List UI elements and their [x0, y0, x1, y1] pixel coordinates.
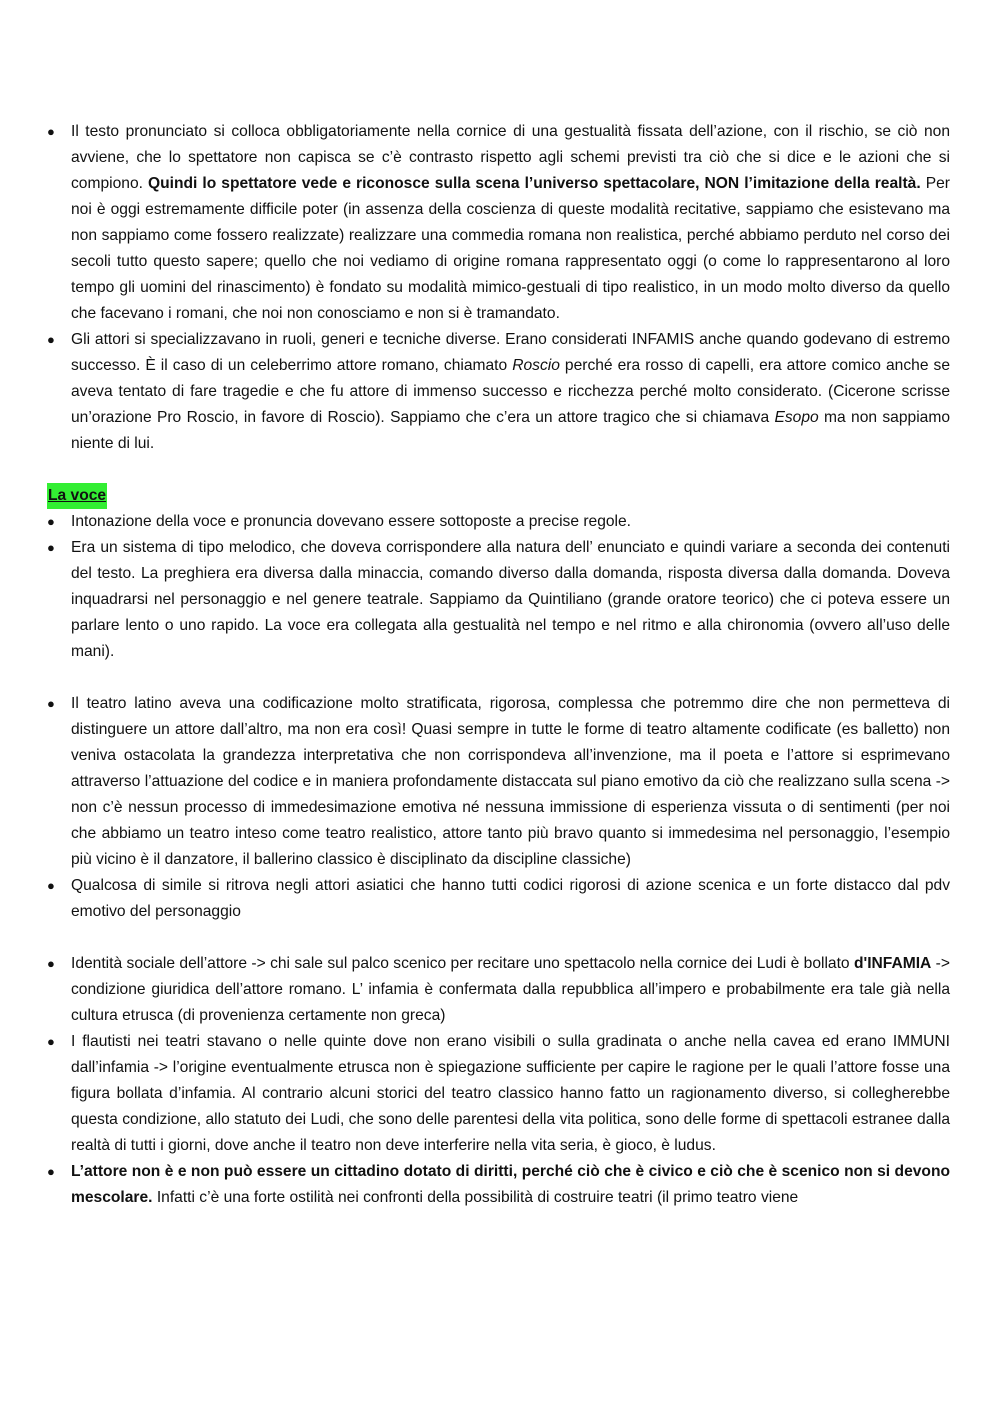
paragraph-text: Infatti c’è una forte ostilità nei confronti della possibilità di costruire teatri (il primo teatro viene: [152, 1189, 799, 1206]
bullet-icon: ●: [47, 878, 55, 893]
list-item: [47, 873, 950, 925]
paragraph-text: Identità sociale dell’attore -> chi sale sul palco scenico per recitare uno spettacolo nella cornice dei Ludi è bollato: [71, 955, 854, 972]
list-item: [47, 535, 950, 665]
document-page: [47, 119, 950, 1211]
list-item: [47, 691, 950, 873]
list-item: [47, 509, 950, 535]
blank-line: [47, 457, 950, 483]
section-heading-row: [47, 483, 950, 509]
paragraph-text: Il teatro latino aveva una codificazione molto stratificata, rigorosa, complessa che potremmo dire che non permetteva di distinguere un attore dall’altro, ma non era così! Quasi sempre in tutte le forme di teatro altamente codificate (es balletto) non veniva ostacolata la grandezza interpretativa che non corrispondeva all’invenzione, ma il poeta e l’attore si esprimevano attraverso l’attuazione del codice e in maniera profondamente distaccata sul piano emotivo da ciò che realizzano sulla scena -> non c’è nessun processo di immedesimazione emotiva né nessuna immissione di esperienza vissuta o di sentimenti (per noi che abbiamo un teatro inteso come teatro realistico, attore tanto più bravo quanto si immedesima nel personaggio, l’esempio più vicino è il danzatore, il ballerino classico è disciplinato da discipline classiche): [71, 695, 950, 868]
bullet-icon: ●: [47, 1164, 55, 1179]
italic-text: Esopo: [774, 409, 819, 426]
bullet-icon: ●: [47, 956, 55, 971]
list-item: [47, 327, 950, 457]
bullet-icon: ●: [47, 514, 55, 529]
bullet-icon: ●: [47, 124, 55, 139]
paragraph-text: Il testo pronunciato si colloca obbligatoriamente nella cornice di una gestualità fissata dell’azione, con il rischio, se ciò non avviene, che lo spettatore non capisca se c’è contrasto rispetto agli schemi previsti tra ciò che si dice e le azioni che si compiono.: [71, 123, 950, 192]
paragraph-text: Gli attori si specializzavano in ruoli, generi e tecniche diverse. Erano considerati INFAMIS anche quando godevano di estremo successo. È il caso di un celeberrimo attore romano, chiamato: [71, 331, 950, 374]
list-item: [47, 119, 950, 327]
paragraph-text: Per noi è oggi estremamente difficile poter (in assenza della coscienza di queste modalità recitative, sappiamo che esistevano ma non sappiamo come fossero realizzate) realizzare una commedia romana non realistica, perché abbiamo perduto nel corso dei secoli tutto questo sapere; quello che noi vediamo di origine romana rappresentato oggi (o come lo rappresentarono al loro tempo gli uomini del rinascimento) è fondato su modalità mimico-gestuali di tipo realistico, in un modo molto diverso da quello che facevano i romani, che noi non conosciamo e non si è tramandato.: [71, 175, 950, 322]
bold-text: d'INFAMIA: [853, 955, 932, 972]
paragraph-text: ma non sappiamo niente di lui.: [71, 409, 951, 452]
list-item: [47, 1029, 950, 1159]
list-item: [47, 951, 950, 1029]
paragraph-text: Intonazione della voce e pronuncia dovevano essere sottoposte a precise regole.: [71, 513, 632, 530]
paragraph-text: Era un sistema di tipo melodico, che doveva corrispondere alla natura dell’ enunciato e quindi variare a seconda dei contenuti del testo. La preghiera era diversa dalla minaccia, comando diverso dalla domanda, risposta diversa dalla domanda. Doveva inquadrarsi nel personaggio e nel genere teatrale. Sappiamo da Quintiliano (grande oratore teorico) che ci poteva essere un parlare lento o uno rapido. La voce era collegata alla gestualità nel tempo e nel ritmo e alla chironomia (ovvero all’uso delle mani).: [71, 539, 950, 660]
paragraph-text: perché era rosso di capelli, era attore comico anche se aveva tentato di fare tragedie e che fu attore di immenso successo e ricchezza perché molto considerato. (Cicerone scrisse un’orazione Pro Roscio, in favore di Roscio). Sappiamo che c’era un attore tragico che si chiamava: [71, 357, 950, 426]
bullet-icon: ●: [47, 1034, 55, 1049]
blank-line: [47, 665, 950, 691]
bullet-icon: ●: [47, 540, 55, 555]
italic-text: Roscio: [512, 357, 560, 374]
blank-line: [47, 925, 950, 951]
list-item: [47, 1159, 950, 1211]
paragraph-text: -> condizione giuridica dell’attore romano. L’ infamia è confermata dalla repubblica all’impero e probabilmente era tale già nella cultura etrusca (di provenienza certamente non greca): [71, 955, 950, 1024]
bullet-icon: ●: [47, 332, 55, 347]
paragraph-text: Qualcosa di simile si ritrova negli attori asiatici che hanno tutti codici rigorosi di azione scenica e un forte distacco dal pdv emotivo del personaggio: [71, 877, 950, 920]
paragraph-text: I flautisti nei teatri stavano o nelle quinte dove non erano visibili o sulla gradinata o anche nella cavea ed erano IMMUNI dall’infamia -> l’origine eventualmente etrusca non è spiegazione sufficiente per capire le ragione per le quali l’attore fosse una figura bollata d’infamia. Al contrario alcuni storici del teatro classico hanno fatto un ragionamento diverso, si collegherebbe questa condizione, allo statuto dei Ludi, che sono delle parentesi della vita politica, sono delle forme di spettacoli estranee dalla realtà di tutti i giorni, dove anche il teatro non deve interferire nella vita seria, è gioco, è ludus.: [71, 1033, 950, 1154]
bullet-icon: ●: [47, 696, 55, 711]
section-heading: La voce: [47, 483, 107, 509]
bold-text: Quindi lo spettatore vede e riconosce sulla scena l’universo spettacolare, NON l’imitazione della realtà.: [148, 175, 921, 192]
bold-text: L’attore non è e non può essere un cittadino dotato di diritti, perché ciò che è civico e ciò che è scenico non si devono mescolare.: [71, 1163, 950, 1206]
